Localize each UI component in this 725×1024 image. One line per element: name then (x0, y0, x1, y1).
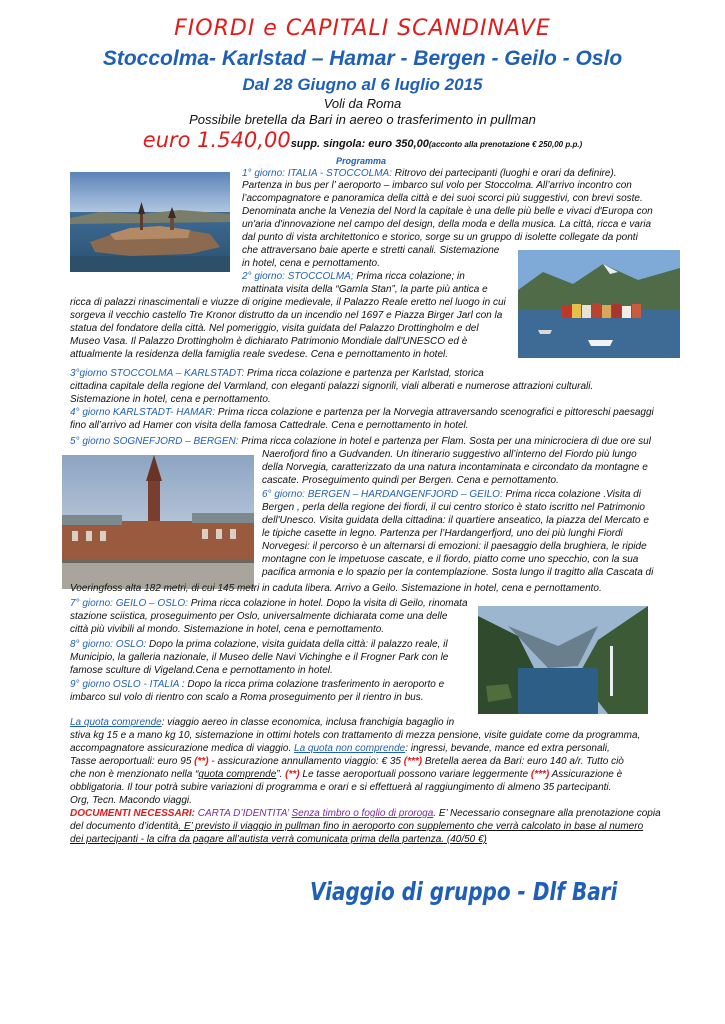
day5-line4: cascate. Proseguimento quindi per Bergen. Cena e pernottamento. (262, 475, 559, 486)
day6-line2: Bergen , perla della regione dei fiordi, il cui centro storico è stato iscritto nel Patrimonio (262, 502, 645, 513)
tax-variation-text: Le tasse aeroportuali possono variare leggermente (299, 769, 531, 780)
day7-line3: città più vivibili al mondo. Sistemazione in hotel, cena e pernottamento. (70, 624, 385, 635)
insurance-required-text: Assicurazione è (549, 769, 623, 780)
day2-line2: mattinata visita della “Gamla Stan”, la parte più antica e (242, 284, 488, 295)
insurance-text: - assicurazione annullamento viaggio: € 35 (208, 756, 404, 767)
day2-line5: statua del fondatore della città. Nel pomeriggio, visita guidata del Palazzo Drottingholm e del (70, 323, 479, 334)
day1-line6: dal punto di vista architettonico e storico, sorge su un gruppo di isolette collegate da ponti (242, 232, 638, 243)
day8-text: Dopo la prima colazione, visita guidata della città: il palazzo reale, il (146, 639, 448, 650)
mark-triple-asterisk: (***) (403, 756, 423, 767)
documents-line3: dei partecipanti - la cifra da pagare all’autista verrà comunicata prima della partenza. (40/50 €) (70, 834, 487, 845)
price: euro 1.540,00 (142, 128, 291, 152)
day1-line7: che attraversano baie aperte e stretti canali. Sistemazione (242, 245, 500, 256)
day1-line3: l’accompagnatore e panoramica della città e dei suoi scorci più suggestivi, con brevi soste. (242, 193, 643, 204)
day6-line1 (262, 489, 641, 501)
day4-text: Prima ricca colazione e partenza per la Norvegia attraversando scenografici e pittoreschi paesaggi (215, 407, 654, 418)
day7-line2: stazione sciistica, proseguimento per Oslo, universalmente dichiarata come una delle (70, 611, 448, 622)
program-heading: Programma (336, 156, 387, 166)
day1-line8: in hotel, cena e pernottamento. (242, 258, 380, 269)
day1-text: Ritrovo dei partecipanti (luoghi e orari da definire). (391, 168, 617, 179)
mark-triple-asterisk-2: (***) (530, 769, 550, 780)
includes-line3 (70, 743, 610, 755)
day7-heading: 7° giorno: GEILO – OSLO: (70, 598, 188, 609)
day2-line7: attualmente la residenza della famiglia reale svedese. Cena e pernottamento in hotel. (70, 349, 449, 360)
day2-text: Prima ricca colazione; in (353, 271, 465, 282)
day3-heading: 3°giorno STOCCOLMA – KARLSTADT: (70, 368, 245, 379)
day8-line2: Municipio, la galleria nazionale, il Museo delle Navi Vichinghe e il Frogner Park con le (70, 652, 449, 663)
day8-heading: 8° giorno: OSLO: (70, 639, 147, 650)
includes-line1 (70, 717, 454, 729)
day9-text: : Dopo la ricca prima colazione trasferimento in aeroporto e (179, 679, 445, 690)
bretella-text: Bretella aerea da Bari: euro 140 a/r. Tutto ciò (422, 756, 624, 767)
day6-line4: le tipiche casette in legno. Partenza per l’Hardangerfjord, uno dei più lunghi Fiordi (262, 528, 623, 539)
includes-line2: stiva kg 15 e a mano kg 10, sistemazione in ottimi hotels con trattamento di mezza pensione, visite guidate come da programma, (70, 730, 641, 741)
id-copy-text: del documento d’identità (70, 821, 179, 832)
day8-line3: famose sculture di Vigeland.Cena e pernottamento in hotel. (70, 665, 333, 676)
trip-dates: Dal 28 Giugno al 6 luglio 2015 (242, 75, 483, 94)
day6-heading: 6° giorno: BERGEN – HARDANGENFJORD – GEILO: (262, 489, 503, 500)
day9-line2: imbarco sul volo di rientro con scalo a Roma proseguimento per il rientro in bus. (70, 692, 424, 703)
day1-line4: Denominata anche la Venezia del Nord la capitale è una delle più belle e vivaci d'Europa con (242, 206, 653, 217)
mark-double-asterisk: (**) (194, 756, 209, 767)
not-mentioned-text: che non è menzionato nella “ (70, 769, 199, 780)
day2-line6: Museo Vasa. Il Palazzo Drottingholm è dichiarato Patrimonio Mondiale dall'UNESCO ed è (70, 336, 468, 347)
transfer-note: Possibile bretella da Bari in aereo o trasferimento in pullman (189, 112, 536, 127)
includes-label: La quota comprende (70, 717, 162, 728)
day6-line3: dell'Unesco. Visita guidata della cittadina: il quartiere anseatico, la piazza del Mercato e (262, 515, 649, 526)
documents-text: . E’ Necessario consegnare alla prenotazione copia (433, 808, 661, 819)
day3-line2: cittadina capitale della regione del Varmland, con eleganti palazzi signorili, viali alberati e numerose attrazioni culturali. (70, 381, 594, 392)
fjord-photo (478, 606, 648, 714)
deposit-note: (acconto alla prenotazione € 250,00 p.p.) (428, 140, 583, 149)
route-subtitle: Stoccolma- Karlstad – Hamar - Bergen - Geilo - Oslo (102, 47, 623, 70)
day7-text: Prima ricca colazione in hotel. Dopo la visita di Geilo, rinomata (187, 598, 468, 609)
day9-line1 (70, 679, 444, 691)
documents-label: DOCUMENTI NECESSARI: (70, 808, 196, 819)
day5-line2: Naerofjord fino a Gudvanden. Un itinerario suggestivo all’interno del Fiordo più lungo (262, 449, 637, 460)
day3-line3: Sistemazione in hotel, cena e pernottamento. (70, 394, 271, 405)
quota-comprende-ref: quota comprende (198, 769, 277, 780)
stockholm-city-hall-photo (62, 455, 254, 589)
taxes-line3: obbligatoria. Il tour potrà subire variazioni di programma e orari e si effettuerà al raggiungimento di almeno 35 partecipanti. (70, 782, 612, 793)
day6-text: Prima ricca colazione .Visita di (502, 489, 641, 500)
price-line (0, 128, 725, 152)
id-card-text: CARTA D’IDENTITA’ (195, 808, 292, 819)
documents-line2 (70, 821, 643, 833)
day1-line1 (242, 168, 617, 180)
bergen-harbour-photo (518, 250, 680, 358)
taxes-line1 (70, 756, 624, 768)
no-stamp-text: Senza timbro o foglio di proroga (291, 808, 434, 819)
day6-line8: Voeringfoss alta 182 metri, di cui 145 metri in caduta libera. Arrivo a Geilo. Sistemazione in hotel, cena e pernottamento. (70, 583, 602, 594)
includes-text-end: accompagnatore assicurazione medica di viaggio. (70, 743, 295, 754)
flights-origin: Voli da Roma (323, 96, 402, 111)
day6-line5: Norvegesi: il percorso è un alternarsi di emozioni: il paesaggio della brughiera, le ripide (262, 541, 647, 552)
bus-transfer-text: . E’ previsto il viaggio in pullman fino in aeroporto con supplemento che verrà calcolato in base al numero (178, 821, 644, 832)
excludes-text: : ingressi, bevande, mance ed extra personali, (405, 743, 610, 754)
day1-line2: Partenza in bus per l’ aeroporto – imbarco sul volo per Stoccolma. All’arrivo incontro con (242, 180, 632, 191)
day1-line5: un'aria d'innovazione nel campo del design, della moda e della musica. La città, ricca e varia (242, 219, 652, 230)
page-title: FIORDI e CAPITALI SCANDINAVE (174, 16, 551, 41)
day5-heading: 5° giorno SOGNEFJORD – BERGEN: (70, 436, 239, 447)
day9-heading: 9° giorno OSLO - ITALIA (70, 679, 180, 690)
day2-line1 (242, 271, 465, 283)
day2-heading: 2° giorno: STOCCOLMA; (242, 271, 354, 282)
taxes-line2 (70, 769, 622, 781)
excludes-label: La quota non comprende (294, 743, 406, 754)
day7-line1 (70, 598, 468, 610)
day6-line7: pacifica armonia e lo spazio per la contemplazione. Sosta lungo il tragitto alla Cascata di (262, 567, 654, 578)
stockholm-photo (70, 172, 230, 272)
single-supplement: supp. singola: euro 350,00 (290, 138, 429, 150)
day1-heading: 1° giorno: ITALIA - STOCCOLMA: (242, 168, 392, 179)
day4-heading: 4° giorno KARLSTADT- HAMAR: (70, 407, 216, 418)
mark-double-asterisk-2: (**) (285, 769, 300, 780)
day6-line6: montagne con le impetuose cascate, e il fiordo, piatto come uno specchio, con la sua (262, 554, 639, 565)
day2-line4: sorgeva il vecchio castello Tre Kronor distrutto da un incendio nel 1697 e Piazza Birger Jarl con la (70, 310, 503, 321)
documents-line1 (70, 808, 661, 820)
day3-line1 (70, 368, 484, 380)
taxes-text: Tasse aeroportuali: euro 95 (70, 756, 195, 767)
day2-line3: ricca di palazzi rinascimentali e viuzze di origine medievale, il Palazzo Reale eretto nel luogo in cui (70, 297, 506, 308)
day4-line2: fino all’arrivo ad Hamer con visita della famosa Cattedrale. Cena e pernottamento in hotel. (70, 420, 469, 431)
day5-text: Prima ricca colazione in hotel e partenza per Flam. Sosta per una minicrociera di due ore sul (238, 436, 651, 447)
quote-close: ”. (276, 769, 286, 780)
day5-line1 (70, 436, 651, 448)
day3-text: Prima ricca colazione e partenza per Karlstad, storica (244, 368, 484, 379)
includes-text: : viaggio aereo in classe economica, inclusa franchigia bagaglio in (161, 717, 455, 728)
day5-line3: della Norvegia, caratterizzato da una natura incontaminata e circondato da montagne e (262, 462, 648, 473)
group-trip-signature: Viaggio di gruppo - Dlf Bari (310, 876, 618, 906)
day8-line1 (70, 639, 448, 651)
day4-line1 (70, 407, 654, 419)
organizer: Org, Tecn. Macondo viaggi. (70, 795, 192, 806)
